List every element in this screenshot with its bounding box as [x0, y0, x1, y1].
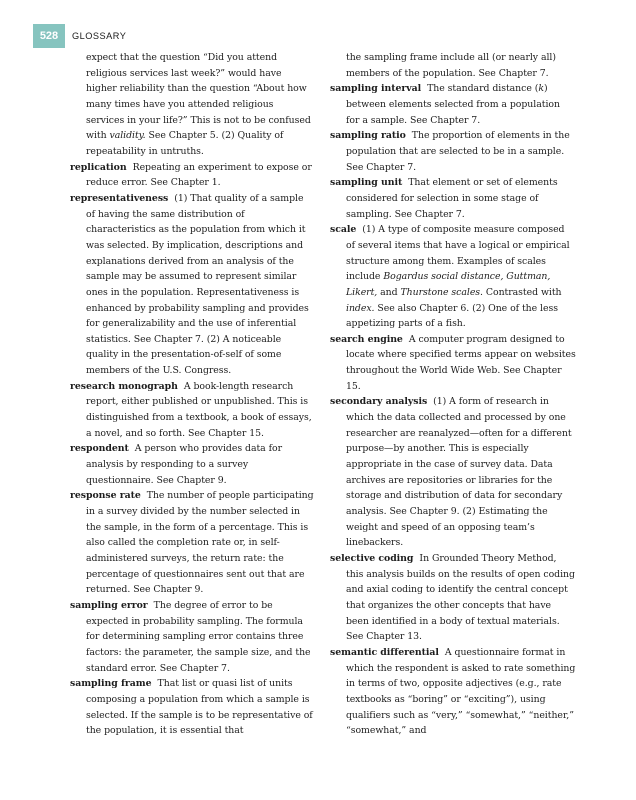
definition-text: See also Chapter 6. (2) One of the less appetizing parts of a fish. — [346, 302, 558, 330]
glossary-entry — [70, 191, 314, 379]
glossary-term: sampling interval — [330, 83, 422, 95]
glossary-entry — [330, 175, 576, 222]
definition-text: A computer program designed to locate where specified terms appear on websites throughout the World Wide Web. See Chapter 15. — [346, 333, 576, 392]
definition-italic-text: k — [538, 83, 544, 95]
definition-text: (1) That quality of a sample of having the same distribution of characteristics as the population from which it was selected. By implication, descriptions and explanations derived from an analysis of the sample may be assumed to represent similar ones in the population. Representativeness is enhanced by probability sampling and provides for generalizability and the use of inferential statistics. See Chapter 7. (2) A noticeable quality in the presentation-of-self of some members of the U.S. Congress. — [86, 192, 309, 377]
definition-text: Contrasted with — [482, 286, 562, 298]
page-number: 528 — [33, 24, 65, 48]
definition-italic-text: Bogardus social distance, Guttman, Likert, — [346, 271, 551, 298]
glossary-term: secondary analysis — [330, 396, 428, 408]
glossary-term: representativeness — [70, 192, 169, 204]
left-column — [70, 50, 314, 739]
definition-text: and — [377, 286, 401, 298]
glossary-entry — [330, 128, 576, 175]
definition-text: A book-length research report, either published or unpublished. This is distinguished from a textbook, a book of essays, a novel, and so forth. See Chapter 15. — [86, 380, 312, 439]
glossary-entry — [70, 441, 314, 488]
definition-text: See Chapter 5. (2) Quality of repeatability in untruths. — [86, 130, 284, 157]
definition-italic-text: Thurstone scales. — [400, 286, 483, 298]
glossary-entry — [70, 598, 314, 676]
definition-text: Repeating an experiment to expose or reduce error. See Chapter 1. — [86, 161, 312, 189]
glossary-entry — [330, 332, 576, 395]
definition-italic-text: index. — [346, 302, 375, 314]
definition-text: The degree of error to be expected in probability sampling. The formula for determining sampling error contains three factors: the parameter, the sample size, and the standard error. See Chapter 7. — [86, 599, 311, 674]
definition-italic-text: validity. — [109, 130, 146, 142]
glossary-entry — [70, 676, 314, 739]
definition-text: In Grounded Theory Method, this analysis builds on the results of open coding and axial coding to identify the central concept that organizes the other concepts that have been identified in a body of textual materials. See Chapter 13. — [346, 553, 575, 643]
glossary-entry — [330, 81, 576, 128]
glossary-term: sampling unit — [330, 177, 403, 189]
definition-text: the sampling frame include all (or nearly all) members of the population. See Chapter 7. — [346, 52, 556, 79]
glossary-entry — [70, 488, 314, 598]
glossary-term: response rate — [70, 490, 141, 502]
glossary-term: replication — [70, 161, 127, 173]
glossary-entry — [330, 645, 576, 739]
glossary-term: respondent — [70, 443, 129, 455]
glossary-term: scale — [330, 224, 357, 236]
definition-text: That element or set of elements considered for selection in some stage of sampling. See Chapter 7. — [346, 177, 558, 220]
definition-text: ) between elements selected from a population for a sample. See Chapter 7. — [346, 83, 560, 126]
glossary-entry-continued — [70, 50, 314, 160]
definition-text: (1) A type of composite measure composed of several items that have a logical or empirical structure among them. Examples of scales include — [346, 224, 570, 283]
definition-text: The proportion of elements in the population that are selected to be in a sample. See Chapter 7. — [346, 130, 570, 173]
glossary-term: selective coding — [330, 553, 414, 564]
definition-text: A questionnaire format in which the respondent is asked to rate something in terms of two, opposite adjectives (e.g., rate textbooks as “boring” or “exciting”), using qualifiers such as “very,” “somewhat,” “neither,” “somewhat,” and — [346, 646, 576, 737]
definition-text: That list or quasi list of units composing a population from which a sample is selected. If the sample is to be representative of the population, it is essential that — [86, 678, 313, 737]
definition-text: The number of people participating in a survey divided by the number selected in the sample, in the form of a percentage. This is also called the completion rate or, in self-administered surveys, the return rate: the percentage of questionnaires sent out that are returned. See Chapter 9. — [86, 490, 314, 596]
glossary-term: sampling error — [70, 599, 148, 611]
glossary-entry — [330, 551, 576, 645]
definition-text: The standard distance ( — [427, 83, 539, 95]
glossary-term: semantic differential — [330, 646, 439, 658]
glossary-entry — [70, 160, 314, 191]
glossary-term: search engine — [330, 333, 403, 345]
glossary-entry-continued — [330, 50, 576, 81]
glossary-term: sampling frame — [70, 678, 152, 690]
glossary-entry — [330, 394, 576, 551]
glossary-term: sampling ratio — [330, 130, 406, 142]
definition-text: expect that the question “Did you attend religious services last week?” would have higher reliability than the question “About how many times have you attended religious services in your life?” This is not to be confused with — [86, 52, 311, 142]
definition-text: (1) A form of research in which the data collected and processed by one researcher are reanalyzed—often for a different purpose—by another. This is especially appropriate in the case of survey data. Data archives are repositories or libraries for the storage and distribution of data for secondary analysis. See Chapter 9. (2) Estimating the weight and speed of an opposing team’s linebackers. — [346, 396, 572, 549]
glossary-entry — [330, 222, 576, 332]
right-column — [330, 50, 576, 739]
running-head: GLOSSARY — [72, 31, 127, 41]
glossary-term: research monograph — [70, 380, 178, 392]
definition-text: A person who provides data for analysis by responding to a survey questionnaire. See Chapter 9. — [86, 443, 283, 486]
glossary-entry — [70, 379, 314, 442]
